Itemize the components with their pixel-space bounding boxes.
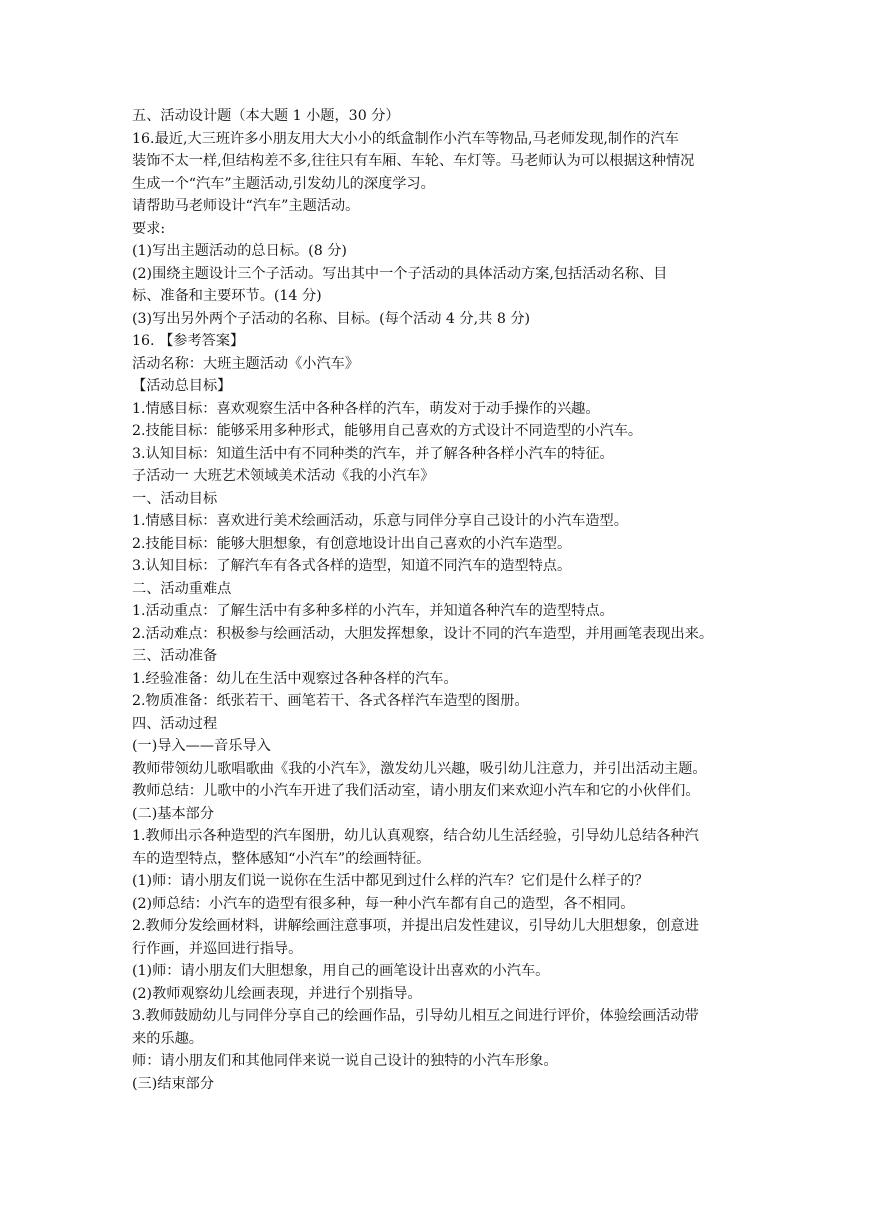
text-line: 3.认知目标：了解汽车有各式各样的造型，知道不同汽车的造型特点。	[132, 558, 572, 574]
text-line: 3.认知目标：知道生活中有不同种类的汽车，并了解各种各样小汽车的特征。	[132, 445, 614, 462]
text-line: 1.经验准备：幼儿在生活中观察过各种各样的汽车。	[132, 670, 458, 687]
text-line: (一)导入——音乐导入	[132, 738, 271, 754]
text-line: 16.最近,大三班许多小朋友用大大小小的纸盒制作小汽车等物品,马老师发现,制作的汽车	[132, 130, 679, 147]
text-line: 标、准备和主要环节。(14 分)	[132, 288, 322, 304]
text-line: 1.活动重点：了解生活中有多种多样的小汽车，并知道各种汽车的造型特点。	[132, 603, 614, 619]
text-line: 2.技能目标：能够大胆想象，有创意地设计出自己喜欢的小汽车造型。	[132, 535, 572, 552]
text-line: (1)师：请小朋友们说一说你在生活中都见到过什么样的汽车？它们是什么样子的？	[132, 873, 649, 889]
text-line: (二)基本部分	[132, 805, 215, 822]
text-line: 【活动总目标】	[132, 378, 232, 394]
text-line: 活动名称：大班主题活动《小汽车》	[132, 355, 360, 372]
text-line: 装饰不太一样,但结构差不多,往往只有车厢、车轮、车灯等。马老师认为可以根据这种情况	[132, 153, 695, 169]
text-line: 四、活动过程	[132, 715, 218, 732]
text-line: (2)围绕主题设计三个子活动。写出其中一个子活动的具体活动方案,包括活动名称、目	[132, 265, 668, 282]
text-line: 要求:	[132, 220, 166, 237]
text-line: (3)写出另外两个子活动的名称、目标。(每个活动 4 分,共 8 分)	[132, 310, 531, 327]
text-line: 教师带领幼儿歌唱歌曲《我的小汽车》，激发幼儿兴趣，吸引幼儿注意力，并引出活动主题。	[132, 760, 707, 777]
text-line: 教师总结：儿歌中的小汽车开进了我们活动室，请小朋友们来欢迎小汽车和它的小伙伴们。	[132, 783, 700, 799]
text-line: (1)师：请小朋友们大胆想象，用自己的画笔设计出喜欢的小汽车。	[132, 963, 550, 979]
text-line: (2)师总结：小汽车的造型有很多种，每一种小汽车都有自己的造型，各不相同。	[132, 895, 635, 912]
text-line: 请帮助马老师设计“汽车”主题活动。	[132, 198, 360, 214]
text-line: 三、活动准备	[132, 648, 218, 664]
document-page	[132, 105, 772, 1095]
text-line: 子活动一 大班艺术领域美术活动《我的小汽车》	[132, 468, 435, 484]
text-line: 2.技能目标：能够采用多种形式，能够用自己喜欢的方式设计不同造型的小汽车。	[132, 423, 643, 439]
text-line: 1.情感目标：喜欢观察生活中各种各样的汽车，萌发对于动手操作的兴趣。	[132, 400, 600, 417]
text-line: 五、活动设计题（本大题 1 小题，30 分）	[132, 108, 400, 124]
text-line: 3.教师鼓励幼儿与同伴分享自己的绘画作品，引导幼儿相互之间进行评价，体验绘画活动带	[132, 1008, 699, 1024]
text-line: 2.教师分发绘画材料，讲解绘画注意事项，并提出启发性建议，引导幼儿大胆想象，创意进	[132, 918, 699, 934]
text-line: 二、活动重难点	[132, 580, 232, 597]
text-line: 2.活动难点：积极参与绘画活动，大胆发挥想象，设计不同的汽车造型，并用画笔表现出来。	[132, 625, 714, 642]
text-line: (1)写出主题活动的总日标。(8 分)	[132, 243, 347, 259]
text-line: 生成一个“汽车”主题活动,引发幼儿的深度学习。	[132, 175, 435, 192]
text-line: 1.教师出示各种造型的汽车图册，幼儿认真观察，结合幼儿生活经验，引导幼儿总结各种汽	[132, 828, 699, 844]
text-line: 16. 【参考答案】	[132, 333, 245, 349]
text-line: 行作画，并巡回进行指导。	[132, 940, 303, 957]
text-line: 一、活动目标	[132, 490, 218, 507]
text-line: (2)教师观察幼儿绘画表现，并进行个别指导。	[132, 985, 422, 1002]
text-line: 车的造型特点，整体感知“小汽车”的绘画特征。	[132, 850, 431, 867]
text-line: (三)结束部分	[132, 1075, 215, 1092]
text-line: 2.物质准备：纸张若干、画笔若干、各式各样汽车造型的图册。	[132, 693, 529, 709]
text-line: 师：请小朋友们和其他同伴来说一说自己设计的独特的小汽车形象。	[132, 1053, 558, 1069]
text-line: 来的乐趣。	[132, 1030, 203, 1047]
text-line: 1.情感目标：喜欢进行美术绘画活动，乐意与同伴分享自己设计的小汽车造型。	[132, 513, 628, 529]
